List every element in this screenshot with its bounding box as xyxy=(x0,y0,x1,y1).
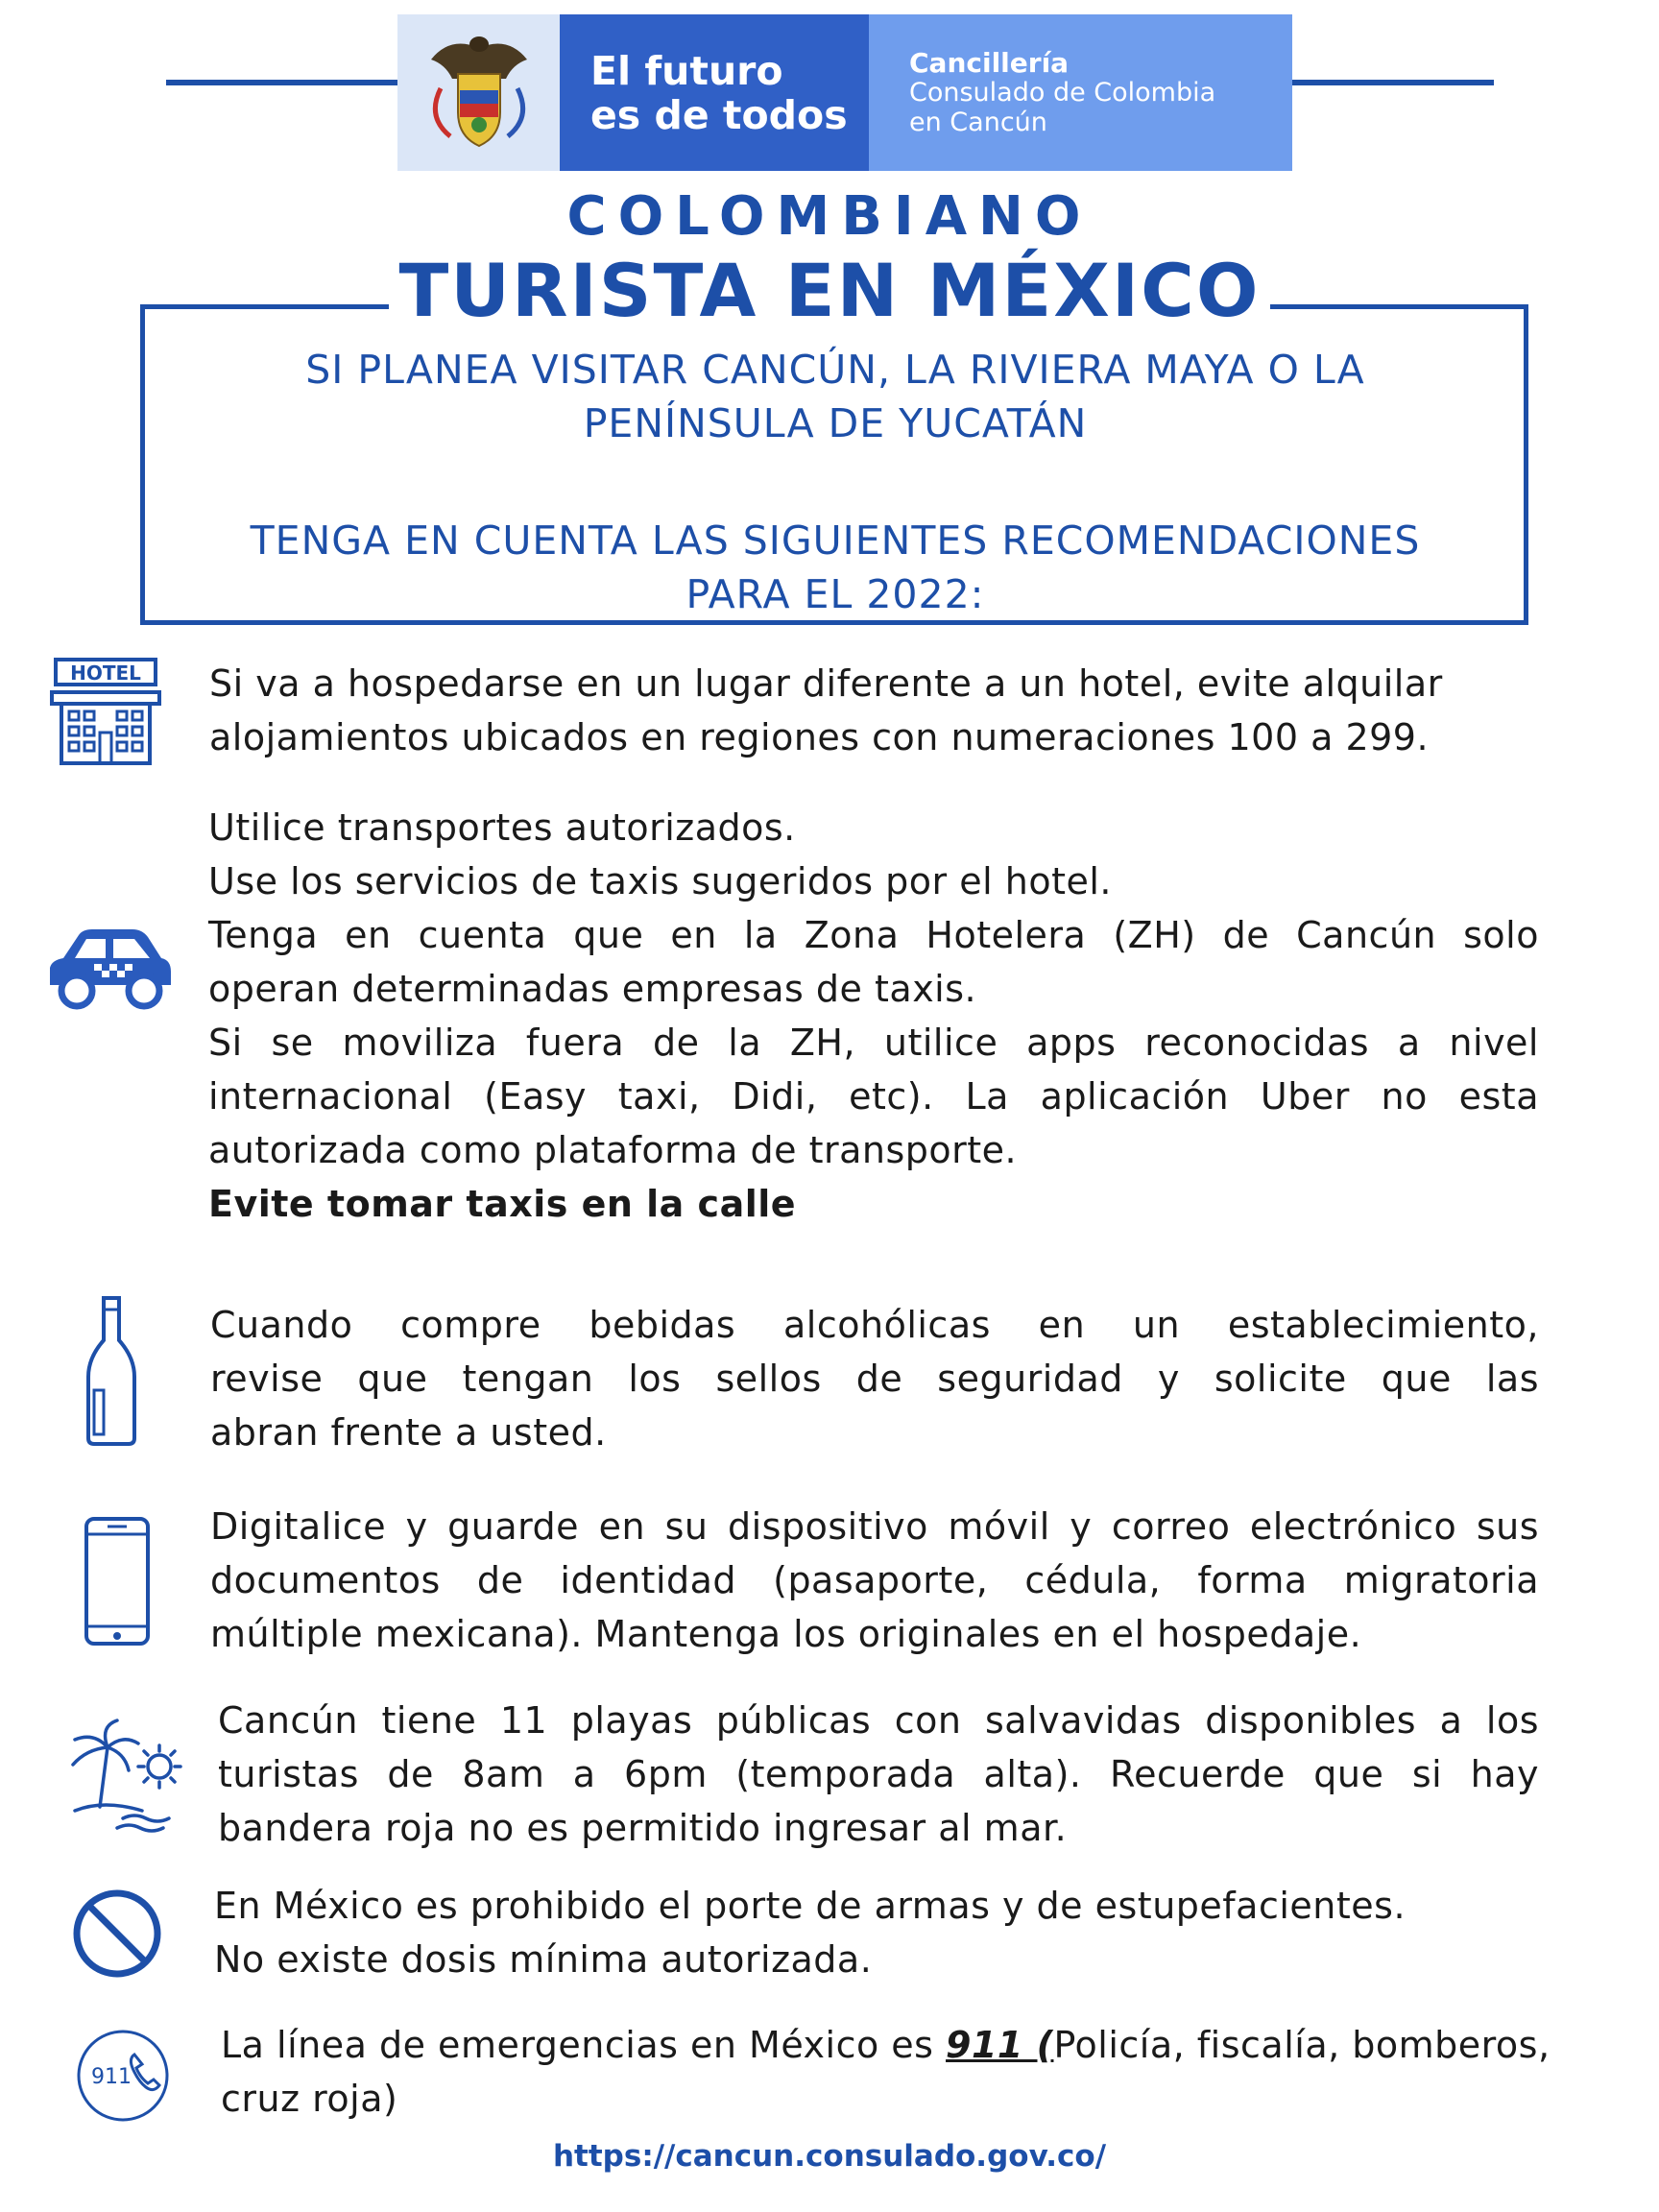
tip-weapons xyxy=(214,1879,1558,1986)
slogan-line2: es de todos xyxy=(590,91,848,138)
tip-documents-line1: Digitalice y guarde en su dispositivo móvil y correo electrónico sus xyxy=(210,1505,1539,1548)
slogan-line1: El futuro xyxy=(590,47,783,94)
tip-weapons-line1: En México es prohibido el porte de armas y de estupefacientes. xyxy=(214,1885,1407,1927)
tip-documents-line3: múltiple mexicana). Mantenga los originales en el hospedaje. xyxy=(210,1613,1362,1655)
slogan xyxy=(560,14,869,171)
tip-taxi-line8: Evite tomar taxis en la calle xyxy=(208,1183,797,1225)
intro-line4: PARA EL 2022: xyxy=(685,571,985,617)
org-name: Cancillería xyxy=(909,47,1070,79)
tip-beaches-line1: Cancún tiene 11 playas públicas con salvavidas disponibles a los xyxy=(218,1699,1539,1742)
coat-of-arms-icon xyxy=(421,31,537,156)
phone-icon xyxy=(83,1515,152,1647)
tip-documents xyxy=(210,1500,1539,1661)
tip-documents-line2: documentos de identidad (pasaporte, cédula, forma migratoria xyxy=(210,1559,1539,1601)
tip-taxi-line2: Use los servicios de taxis sugeridos por el hotel. xyxy=(208,860,1113,902)
hotel-icon xyxy=(48,658,173,768)
tip-beaches-line3: bandera roja no es permitido ingresar al mar. xyxy=(218,1807,1068,1849)
intro-line1: SI PLANEA VISITAR CANCÚN, LA RIVIERA MAYA O LA xyxy=(305,347,1365,393)
tip-taxi-line5: Si se moviliza fuera de la ZH, utilice apps reconocidas a nivel xyxy=(208,1022,1539,1064)
tip-drinks-line3: abran frente a usted. xyxy=(210,1411,607,1454)
intro-line3: TENGA EN CUENTA LAS SIGUIENTES RECOMENDACIONES xyxy=(250,517,1421,564)
emergency-number: 911 ( xyxy=(946,2024,1054,2066)
tip-taxi-line7: autorizada como plataforma de transporte. xyxy=(208,1129,1018,1171)
taxi-icon xyxy=(42,922,177,1016)
tip-taxi-line4: operan determinadas empresas de taxis. xyxy=(208,968,977,1010)
prohibited-icon xyxy=(71,1887,163,1980)
office-info xyxy=(869,14,1292,171)
tip-drinks-line1: Cuando compre bebidas alcohólicas en un establecimiento, xyxy=(210,1304,1539,1346)
tip-emergency-line1-pre: La línea de emergencias en México es xyxy=(221,2024,947,2066)
tip-emergency xyxy=(221,2018,1642,2126)
tip-taxi-line1: Utilice transportes autorizados. xyxy=(208,806,796,849)
tip-taxi-line6: internacional (Easy taxi, Didi, etc). La aplicación Uber no esta xyxy=(208,1075,1539,1118)
title-line2 xyxy=(0,248,1659,333)
tip-emergency-line1 xyxy=(221,2018,1642,2072)
intro-line2: PENÍNSULA DE YUCATÁN xyxy=(583,400,1088,446)
emergency-icon-label: 911 xyxy=(91,2065,132,2089)
tip-hotel xyxy=(209,657,1553,764)
tip-drinks xyxy=(210,1298,1539,1459)
header-rule-left xyxy=(166,80,397,85)
title-line1: COLOMBIANO xyxy=(566,185,1093,248)
header-banner xyxy=(397,14,1292,171)
tip-drinks-line2: revise que tengan los sellos de seguridad y solicite que las xyxy=(210,1358,1539,1400)
tip-beaches xyxy=(218,1694,1539,1855)
title-line2-text: TURISTA EN MÉXICO xyxy=(389,248,1269,333)
coat-of-arms xyxy=(397,14,560,171)
tip-hotel-line2: alojamientos ubicados en regiones con numeraciones 100 a 299. xyxy=(209,716,1430,758)
tip-emergency-line2: cruz roja) xyxy=(221,2078,398,2120)
office-line2: en Cancún xyxy=(909,108,1047,137)
tip-taxi-line3: Tenga en cuenta que en la Zona Hotelera (ZH) de Cancún solo xyxy=(208,914,1539,956)
consulate-url-link[interactable]: https://cancun.consulado.gov.co/ xyxy=(552,2139,1107,2174)
bottle-icon xyxy=(83,1294,140,1448)
tip-emergency-line1-post: Policía, fiscalía, bomberos, xyxy=(1053,2024,1551,2066)
header-rule-right xyxy=(1292,80,1494,85)
beach-icon xyxy=(65,1719,190,1834)
tip-taxi xyxy=(208,801,1539,1231)
office-line1: Consulado de Colombia xyxy=(909,78,1216,108)
emergency-phone-icon xyxy=(73,2026,173,2126)
tip-beaches-line2: turistas de 8am a 6pm (temporada alta). Recuerde que si hay xyxy=(218,1753,1539,1795)
hotel-icon-label: HOTEL xyxy=(70,661,141,685)
tip-hotel-line1: Si va a hospedarse en un lugar diferente a un hotel, evite alquilar xyxy=(209,662,1443,705)
tip-weapons-line2: No existe dosis mínima autorizada. xyxy=(214,1938,873,1981)
